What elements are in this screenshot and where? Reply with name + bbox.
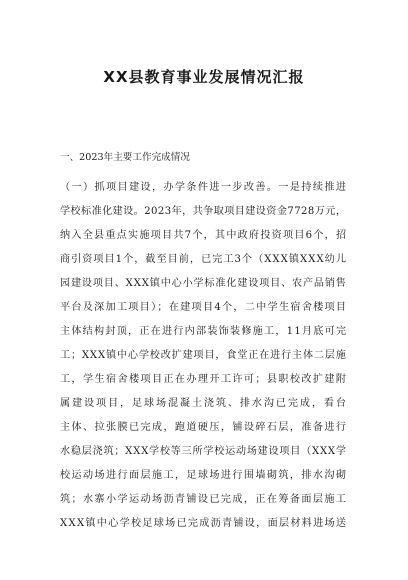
paragraph-line: 属建设项目，足球场混凝土浇筑、排水沟已完成，看台: [60, 398, 348, 409]
paragraph-line: 主体结构封顶，正在进行内部装饰装修施工，11月底可完: [60, 326, 348, 337]
paragraph-line: XXX镇中心学校足球场已完成沥青铺设，面层材料进场送: [60, 518, 348, 529]
paragraph-line: 园建设项目、XXX镇中心小学标准化建设项目、农产品销售: [60, 278, 347, 289]
paragraph-line: 校运动场进行面层施工，足球场进行围墙砌筑，排水沟砌: [60, 470, 348, 481]
paragraph-line: （一）抓项目建设，办学条件进一步改善。一是持续推进: [60, 182, 348, 193]
paragraph-line: 工，学生宿舍楼项目正在办理开工许可；县职校改扩建附: [60, 374, 348, 385]
paragraph-line: 水稳层浇筑；XXX学校等三所学校运动场建设项目（XXX学: [60, 446, 347, 457]
paragraph-line: 纳入全县重点实施项目共7个，其中政府投资项目6个，招: [60, 230, 348, 241]
paragraph-line: 工；XXX镇中心学校改扩建项目，食堂正在进行主体二层施: [60, 350, 347, 361]
document-title: XX县教育事业发展情况汇报: [103, 68, 305, 86]
paragraph-line: 主体、拉张膜已完成，跑道硬压，铺设碎石层，准备进行: [60, 422, 348, 433]
paragraph-line: 筑；水寨小学运动场沥青铺设已完成，正在筹备面层施工: [60, 494, 348, 505]
paragraph-line: 商引资项目1个，截至目前，已完工3个（XXX镇XXX幼儿: [60, 254, 347, 265]
paragraph-line: 平台及深加工项目）；在建项目4个，二中学生宿舍楼项目: [60, 302, 348, 313]
paragraph-line: 学校标准化建设。2023年，共争取项目建设资金7728万元，: [60, 206, 347, 217]
section-heading: 一、2023年主要工作完成情况: [60, 152, 190, 163]
